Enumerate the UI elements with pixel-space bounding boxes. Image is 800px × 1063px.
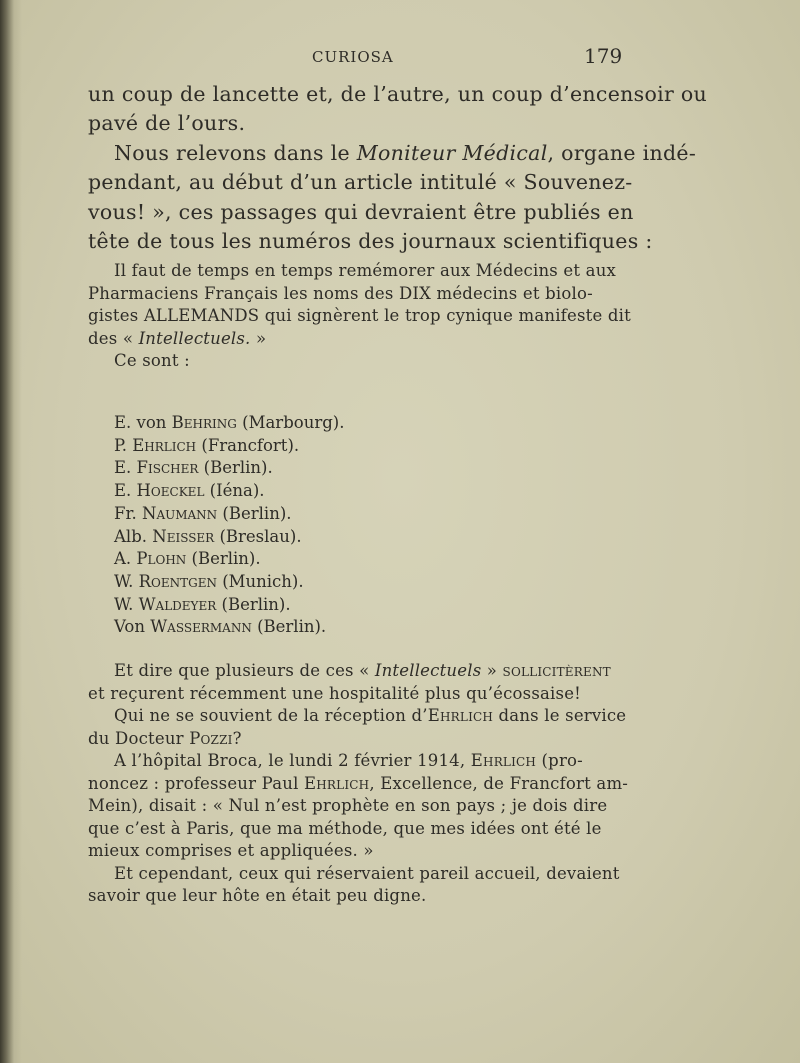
initial: E.	[114, 458, 137, 478]
text-line: savoir que leur hôte en était peu digne.	[88, 886, 427, 905]
text-line: pavé de l’ours.	[88, 111, 246, 136]
city: (Berlin).	[216, 594, 291, 614]
city: (Francfort).	[196, 435, 300, 455]
list-item	[114, 616, 344, 639]
city: (Berlin).	[198, 458, 273, 478]
text-run: Nous relevons dans le	[114, 141, 357, 165]
text-run: , organe indé-	[547, 141, 697, 165]
surname: Behring	[171, 413, 237, 432]
surname: Naumann	[142, 503, 218, 523]
text-line: Mein), disait : « Nul n’est prophète en son pays ; je dois dire	[88, 796, 608, 815]
text-run: »	[250, 328, 267, 348]
text-line: pendant, au début d’un article intitulé « Souvenez-	[88, 170, 633, 195]
running-head	[0, 44, 800, 74]
text-line: Il faut de temps en temps remémorer aux Médecins et aux	[114, 261, 617, 280]
city: (Munich).	[216, 571, 304, 591]
surname: Fischer	[136, 458, 199, 478]
surname: Ehrlich	[132, 435, 197, 455]
surname: Plohn	[136, 549, 187, 569]
initial: W.	[114, 594, 139, 614]
list-item	[114, 480, 344, 503]
list-item	[114, 503, 344, 526]
text-line	[88, 660, 618, 683]
text-run: dans le service	[493, 706, 627, 725]
text-line: que c’est à Paris, que ma méthode, que mes idées ont été le	[88, 818, 602, 838]
list-item	[114, 457, 344, 480]
initial: E.	[114, 481, 137, 501]
initial: A.	[114, 549, 137, 569]
emphasis-small-caps: sollicitèrent	[502, 661, 611, 680]
surname: Roentgen	[138, 571, 217, 591]
initial: Alb.	[114, 526, 153, 546]
city: (Berlin).	[186, 549, 261, 569]
initial: Von	[114, 617, 151, 637]
text-run: ?	[232, 728, 242, 748]
text-line: Pharmaciens Français les noms des DIX médecins et biolo-	[88, 283, 593, 303]
text-run: »	[481, 661, 503, 680]
city: (Berlin).	[251, 617, 327, 637]
text-run: , Excellence, de Francfort am-	[369, 773, 629, 793]
running-title: CURIOSA	[312, 48, 394, 66]
text-run: du Docteur	[88, 728, 190, 748]
city: (Marbourg).	[236, 413, 345, 432]
journal-title: Moniteur Médical	[356, 141, 548, 165]
city: (Berlin).	[217, 503, 292, 523]
surname: Ehrlich	[470, 751, 537, 770]
list-item	[114, 571, 344, 594]
initial: W.	[114, 571, 139, 591]
surname: Ehrlich	[427, 706, 494, 725]
text-run: (pro-	[536, 751, 583, 770]
surname: Pozzi	[189, 728, 233, 748]
text-line: mieux comprises et appliquées. »	[88, 841, 374, 860]
city: (Breslau).	[214, 526, 302, 546]
text-run: Qui ne se souvient de la réception d’	[114, 706, 428, 725]
page-number: 179	[584, 44, 623, 68]
text-line	[88, 705, 627, 728]
closing-text	[88, 660, 629, 908]
text-line	[88, 750, 618, 773]
surname: Hoeckel	[136, 481, 205, 501]
text-line: tête de tous les numéros des journaux scientifiques :	[88, 228, 653, 253]
quoted-passage	[88, 260, 631, 373]
text-run: des «	[88, 328, 139, 348]
surname: Wassermann	[150, 617, 252, 637]
list-item	[114, 526, 344, 549]
city: (Iéna).	[204, 481, 265, 501]
surname: Neisser	[152, 526, 215, 546]
intro-paragraph	[88, 80, 708, 139]
text-line: Et cependant, ceux qui réservaient pareil accueil, devaient	[114, 863, 620, 883]
list-item	[114, 548, 344, 571]
initial: Fr.	[114, 503, 143, 523]
initial: P.	[114, 435, 133, 455]
signatories-list	[114, 412, 344, 639]
text-run: noncez : professeur Paul	[88, 773, 304, 793]
text-line	[88, 728, 618, 751]
text-line: Ce sont :	[114, 351, 190, 370]
list-item	[114, 594, 344, 617]
citation-paragraph	[88, 139, 697, 256]
initial: E. von	[114, 413, 172, 432]
list-item	[114, 412, 344, 435]
text-line: vous! », ces passages qui devraient être publiés en	[88, 199, 634, 224]
surname: Ehrlich	[304, 773, 370, 793]
text-line: un coup de lancette et, de l’autre, un coup d’encensoir ou	[88, 82, 708, 106]
surname: Waldeyer	[138, 594, 217, 614]
emphasis: Intellectuels	[374, 661, 482, 680]
list-item	[114, 435, 344, 458]
text-line: gistes ALLEMANDS qui signèrent le trop cynique manifeste dit	[88, 306, 631, 325]
book-spine-shadow	[0, 0, 22, 1063]
text-line	[88, 328, 618, 351]
text-line	[88, 139, 697, 168]
text-run: Et dire que plusieurs de ces «	[114, 661, 375, 680]
text-line: et reçurent récemment une hospitalité plus qu’écossaise!	[88, 683, 581, 703]
text-line	[88, 773, 629, 796]
text-run: A l’hôpital Broca, le lundi 2 février 1914,	[114, 751, 471, 770]
emphasis: Intellectuels.	[138, 328, 251, 348]
